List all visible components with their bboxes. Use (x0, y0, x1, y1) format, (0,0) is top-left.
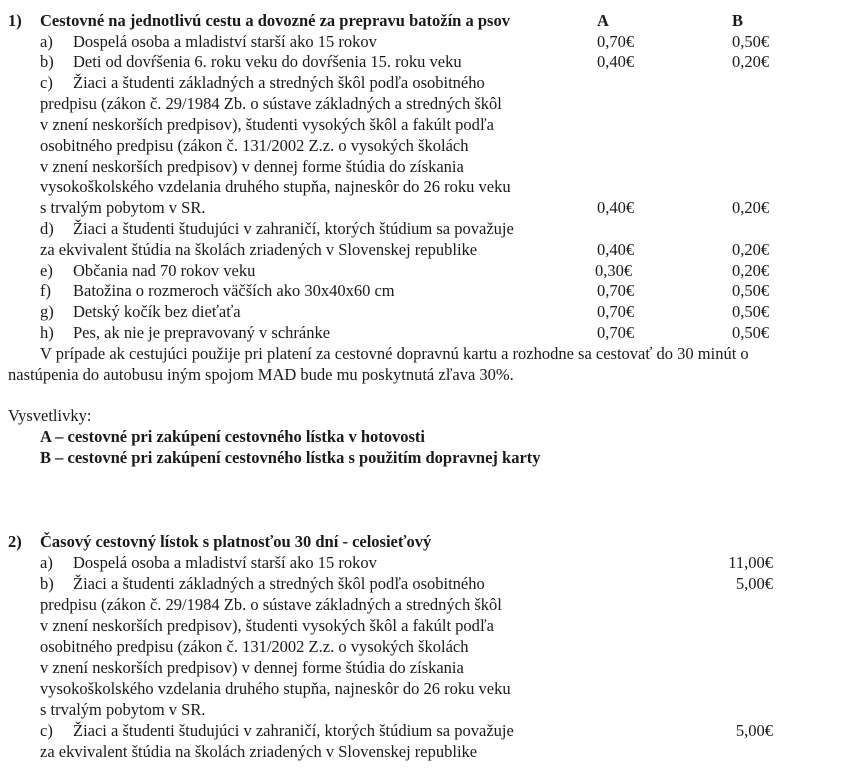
column-b-header: B (732, 11, 744, 30)
price-a: 0,30€ (595, 261, 633, 280)
item-letter: a) (40, 553, 53, 572)
item-text: za ekvivalent štúdia na školách zriadených v Slovenskej republike (40, 742, 478, 761)
item-letter: c) (40, 73, 53, 92)
fare-row (0, 52, 845, 72)
item-letter: c) (40, 721, 53, 740)
item-letter: a) (40, 32, 53, 51)
item-text: Dospelá osoba a mladiství starší ako 15 rokov (73, 32, 377, 51)
item-text: Žiaci a študenti základných a stredných škôl podľa osobitného (73, 574, 485, 593)
fare-row (0, 721, 845, 741)
item-text: Deti od dovŕšenia 6. roku veku do dovŕšenia 15. roku veku (73, 52, 462, 71)
item-letter: h) (40, 323, 54, 342)
item-letter: g) (40, 302, 54, 321)
item-letter: b) (40, 574, 54, 593)
column-a-header: A (597, 11, 609, 30)
fare-row (0, 219, 845, 239)
item-text: za ekvivalent štúdia na školách zriadených v Slovenskej republike (40, 240, 478, 259)
price-b: 0,20€ (732, 240, 770, 259)
legend-a: A – cestovné pri zakúpení cestovného lístka v hotovosti (40, 427, 426, 446)
fare-row (0, 198, 845, 218)
legend-heading: Vysvetlivky: (8, 406, 92, 425)
item-letter: d) (40, 219, 54, 238)
item-text: predpisu (zákon č. 29/1984 Zb. o sústave základných a stredných škôl (40, 94, 502, 113)
item-text: Žiaci a študenti študujúci v zahraničí, ktorých štúdium sa považuje (73, 721, 514, 740)
price-b: 0,20€ (732, 261, 770, 280)
price-a: 0,70€ (597, 302, 635, 321)
section-number: 1) (8, 11, 22, 30)
item-text: vysokoškolského vzdelania druhého stupňa, najneskôr do 26 roku veku (40, 177, 511, 196)
price: 11,00€ (728, 553, 773, 572)
price-a: 0,40€ (597, 52, 635, 71)
discount-note-continuation: nastúpenia do autobusu iným spojom MAD bude mu poskytnutá zľava 30%. (8, 365, 514, 384)
item-text: Dospelá osoba a mladiství starší ako 15 rokov (73, 553, 377, 572)
item-text: Detský kočík bez dieťaťa (73, 302, 241, 321)
item-letter: f) (40, 281, 51, 300)
price-b: 0,50€ (732, 281, 770, 300)
item-text: Žiaci a študenti základných a stredných škôl podľa osobitného (73, 73, 485, 92)
item-text: s trvalým pobytom v SR. (40, 198, 206, 217)
fare-row (0, 302, 845, 322)
item-text: Žiaci a študenti študujúci v zahraničí, ktorých štúdium sa považuje (73, 219, 514, 238)
price-a: 0,70€ (597, 32, 635, 51)
price-b: 0,50€ (732, 323, 770, 342)
price-a: 0,70€ (597, 281, 635, 300)
section-2-header (0, 532, 845, 552)
item-text: s trvalým pobytom v SR. (40, 700, 206, 719)
item-text: predpisu (zákon č. 29/1984 Zb. o sústave základných a stredných škôl (40, 595, 502, 614)
item-text: v znení neskorších predpisov) v dennej forme štúdia do získania (40, 157, 464, 176)
item-letter: b) (40, 52, 54, 71)
price-b: 0,20€ (732, 198, 770, 217)
price-b: 0,50€ (732, 302, 770, 321)
fare-row (0, 323, 845, 343)
item-text: Občania nad 70 rokov veku (73, 261, 256, 280)
price-a: 0,40€ (597, 198, 635, 217)
price-a: 0,70€ (597, 323, 635, 342)
legend-b: B – cestovné pri zakúpení cestovného lístka s použitím dopravnej karty (40, 448, 541, 467)
section-number: 2) (8, 532, 22, 551)
fare-row (0, 261, 845, 281)
item-text: osobitného predpisu (zákon č. 131/2002 Z.z. o vysokých školách (40, 637, 469, 656)
item-text: Batožina o rozmeroch väčších ako 30x40x60 cm (73, 281, 395, 300)
fare-row (0, 574, 845, 594)
fare-row (0, 281, 845, 301)
price-b: 0,20€ (732, 52, 770, 71)
fare-row (0, 240, 845, 260)
section-1-header (0, 11, 845, 31)
section-title: Časový cestovný lístok s platnosťou 30 dní - celosieťový (40, 532, 432, 551)
item-text: v znení neskorších predpisov), študenti vysokých škôl a fakúlt podľa (40, 115, 494, 134)
item-text: v znení neskorších predpisov), študenti vysokých škôl a fakúlt podľa (40, 616, 494, 635)
fare-row (0, 553, 845, 573)
item-text: v znení neskorších predpisov) v dennej forme štúdia do získania (40, 658, 464, 677)
fare-row (0, 32, 845, 52)
price: 5,00€ (735, 574, 773, 593)
discount-note: V prípade ak cestujúci použije pri platení za cestovné dopravnú kartu a rozhodne sa cestovať do 30 minút o (40, 344, 749, 363)
item-text: Pes, ak nie je prepravovaný v schránke (73, 323, 331, 342)
item-letter: e) (40, 261, 53, 280)
price-b: 0,50€ (732, 32, 770, 51)
section-title: Cestovné na jednotlivú cestu a dovozné za prepravu batožín a psov (40, 11, 510, 30)
item-text: vysokoškolského vzdelania druhého stupňa, najneskôr do 26 roku veku (40, 679, 511, 698)
price: 5,00€ (735, 721, 773, 740)
price-a: 0,40€ (597, 240, 635, 259)
fare-row (0, 73, 845, 93)
item-text: osobitného predpisu (zákon č. 131/2002 Z.z. o vysokých školách (40, 136, 469, 155)
